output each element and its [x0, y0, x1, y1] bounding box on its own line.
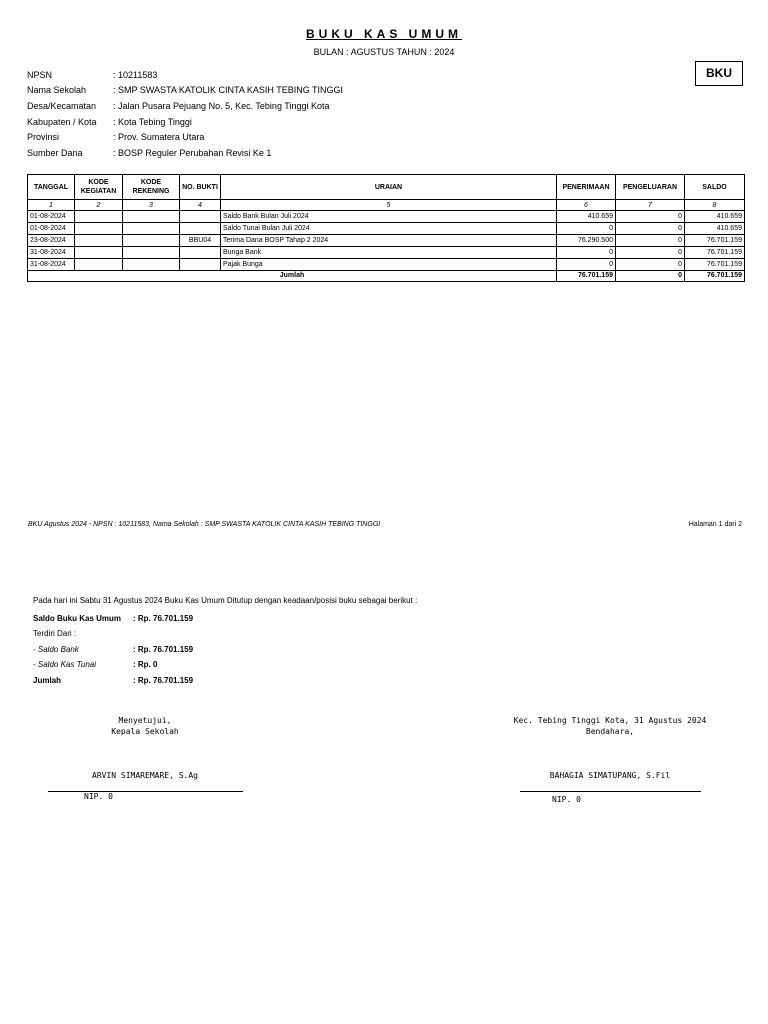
- col-index: 4: [180, 200, 221, 211]
- summary-value: : Rp. 76.701.159: [133, 614, 194, 623]
- principal-nip: NIP. 0: [84, 792, 113, 801]
- cell-date: 01-08-2024: [28, 211, 75, 223]
- cell-balance: 76.701.159: [685, 259, 745, 271]
- closing-statement: Pada hari ini Sabtu 31 Agustus 2024 Buku Kas Umum Ditutup dengan keadaan/posisi buku sebagai berikut :: [33, 596, 418, 605]
- info-label: Nama Sekolah: [27, 85, 87, 95]
- cell-income: 76.290.500: [557, 235, 616, 247]
- cell-income: 0: [557, 259, 616, 271]
- total-label: Jumlah: [28, 271, 557, 282]
- cell-balance: 76.701.159: [685, 235, 745, 247]
- col-header: KODE REKENING: [123, 175, 180, 200]
- col-index: 7: [616, 200, 685, 211]
- cell-receipt-no: [180, 223, 221, 235]
- cell-date: 01-08-2024: [28, 223, 75, 235]
- cell-balance: 410.659: [685, 223, 745, 235]
- column-index-row: [28, 200, 745, 211]
- col-header: URAIAN: [221, 175, 557, 200]
- cell-activity-code: [75, 211, 123, 223]
- info-label: Sumber Dana: [27, 148, 83, 158]
- cell-income: 0: [557, 223, 616, 235]
- cell-balance: 76.701.159: [685, 247, 745, 259]
- cell-date: 23-08-2024: [28, 235, 75, 247]
- cell-activity-code: [75, 223, 123, 235]
- summary-value: : Rp. 76.701.159: [133, 676, 194, 685]
- col-header: KODE KEGIATAN: [75, 175, 123, 200]
- col-header: SALDO: [685, 175, 745, 200]
- document-period: BULAN : AGUSTUS TAHUN : 2024: [313, 47, 455, 57]
- cell-date: 31-08-2024: [28, 247, 75, 259]
- treasurer-nip: NIP. 0: [552, 795, 581, 804]
- table-row: [28, 211, 745, 223]
- info-label: Provinsi: [27, 132, 60, 142]
- summary-label: Saldo Buku Kas Umum: [33, 614, 122, 623]
- table-row: [28, 259, 745, 271]
- bku-badge: BKU: [695, 61, 743, 86]
- table-row: [28, 235, 745, 247]
- col-header: TANGGAL: [28, 175, 75, 200]
- col-index: 5: [221, 200, 557, 211]
- cell-account-code: [123, 211, 180, 223]
- info-label: Kabupaten / Kota: [27, 117, 97, 127]
- cell-date: 31-08-2024: [28, 259, 75, 271]
- signature-line: [48, 791, 243, 792]
- cell-expense: 0: [616, 235, 685, 247]
- cell-activity-code: [75, 259, 123, 271]
- summary-value: : Rp. 0: [133, 660, 158, 669]
- signature-line: [520, 791, 701, 792]
- cell-account-code: [123, 235, 180, 247]
- page-footer-info: BKU Agustus 2024 - NPSN : 10211583, Nama Sekolah : SMP SWASTA KATOLIK CINTA KASIH TEBING TINGGI: [28, 521, 381, 528]
- principal-title: Kepala Sekolah: [111, 727, 179, 736]
- cell-description: Saldo Tunai Bulan Juli 2024: [221, 223, 557, 235]
- summary-label: - Saldo Kas Tunai: [33, 660, 96, 669]
- cell-receipt-no: [180, 247, 221, 259]
- total-row: [28, 271, 745, 282]
- col-index: 1: [28, 200, 75, 211]
- cell-expense: 0: [616, 247, 685, 259]
- cell-description: Saldo Bank Bulan Juli 2024: [221, 211, 557, 223]
- col-header: PENERIMAAN: [557, 175, 616, 200]
- total-income: 76.701.159: [557, 271, 616, 282]
- cell-account-code: [123, 259, 180, 271]
- cell-account-code: [123, 247, 180, 259]
- col-index: 2: [75, 200, 123, 211]
- treasurer-name: BAHAGIA SIMATUPANG, S.Fil: [549, 771, 671, 780]
- principal-name: ARVIN SIMAREMARE, S.Ag: [92, 771, 198, 780]
- col-header: PENGELUARAN: [616, 175, 685, 200]
- cell-activity-code: [75, 247, 123, 259]
- cell-expense: 0: [616, 259, 685, 271]
- cell-description: Bunga Bank: [221, 247, 557, 259]
- info-value: : SMP SWASTA KATOLIK CINTA KASIH TEBING TINGGI: [113, 85, 344, 95]
- table-row: [28, 247, 745, 259]
- col-index: 6: [557, 200, 616, 211]
- info-value: : Kota Tebing Tinggi: [113, 117, 192, 127]
- cell-description: Pajak Bunga: [221, 259, 557, 271]
- cell-income: 0: [557, 247, 616, 259]
- info-value: : BOSP Reguler Perubahan Revisi Ke 1: [113, 148, 272, 158]
- cell-description: Terima Dana BOSP Tahap 2 2024: [221, 235, 557, 247]
- cell-receipt-no: [180, 259, 221, 271]
- total-balance: 76.701.159: [685, 271, 745, 282]
- col-header: NO. BUKTI: [180, 175, 221, 200]
- treasurer-title: Bendahara,: [585, 727, 635, 736]
- cell-balance: 410.659: [685, 211, 745, 223]
- summary-label: - Saldo Bank: [33, 645, 79, 654]
- document-title: BUKU KAS UMUM: [306, 27, 462, 41]
- col-index: 8: [685, 200, 745, 211]
- place-date: Kec. Tebing Tinggi Kota, 31 Agustus 2024: [513, 716, 707, 725]
- cell-account-code: [123, 223, 180, 235]
- info-value: : Jalan Pusara Pejuang No. 5, Kec. Tebing Tinggi Kota: [113, 101, 330, 111]
- cell-activity-code: [75, 235, 123, 247]
- cell-expense: 0: [616, 223, 685, 235]
- summary-label: Jumlah: [33, 676, 62, 685]
- info-label: NPSN: [27, 70, 53, 80]
- total-expense: 0: [616, 271, 685, 282]
- ledger-table: [27, 174, 745, 282]
- approval-caption: Menyetujui,: [118, 716, 172, 725]
- table-header-row: [28, 175, 745, 200]
- cell-receipt-no: [180, 211, 221, 223]
- info-value: : Prov. Sumatera Utara: [113, 132, 205, 142]
- cell-income: 410.659: [557, 211, 616, 223]
- table-row: [28, 223, 745, 235]
- summary-label: Terdiri Dari :: [33, 629, 77, 638]
- page-number: Halaman 1 dari 2: [688, 521, 742, 528]
- summary-value: : Rp. 76.701.159: [133, 645, 194, 654]
- cell-receipt-no: BBU04: [180, 235, 221, 247]
- col-index: 3: [123, 200, 180, 211]
- cell-expense: 0: [616, 211, 685, 223]
- info-value: : 10211583: [113, 70, 158, 80]
- info-label: Desa/Kecamatan: [27, 101, 97, 111]
